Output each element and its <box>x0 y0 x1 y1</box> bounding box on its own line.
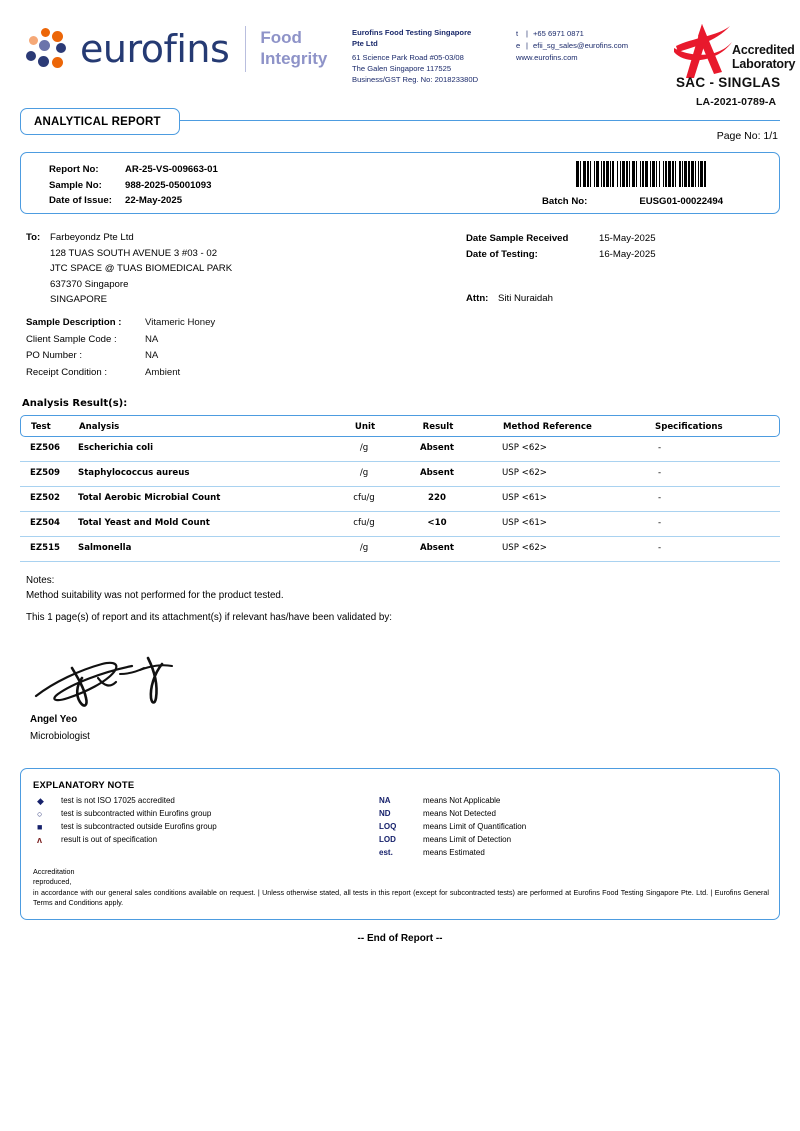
report-identifiers <box>49 162 218 209</box>
cell-unit: cfu/g <box>353 518 375 528</box>
circle-symbol-icon: ○ <box>37 809 43 820</box>
brand-subtitle-line2: Integrity <box>260 49 328 68</box>
sample-meta-label: Client Sample Code : <box>26 333 117 345</box>
company-website-row <box>516 52 628 64</box>
abbreviation-key: NA <box>379 796 391 806</box>
sample-meta-value: NA <box>145 333 159 345</box>
company-address-line2: The Galen Singapore 117525 <box>352 64 452 73</box>
date-testing-value: 16-May-2025 <box>599 248 656 260</box>
telephone-label: t <box>516 29 519 38</box>
cell-result: <10 <box>427 518 447 528</box>
fineprint-line1: Accreditation <box>33 867 75 876</box>
abbreviation-legend-item <box>379 847 526 860</box>
table-header-row <box>20 415 780 437</box>
company-address <box>352 52 532 85</box>
end-of-report-label: -- End of Report -- <box>357 933 443 944</box>
sample-meta-row <box>26 315 215 332</box>
abbreviation-text: means Limit of Quantification <box>423 822 527 832</box>
company-address-line3: Business/GST Reg. No: 201823380D <box>352 75 479 84</box>
company-name-line1: Eurofins Food Testing Singapore <box>352 28 472 37</box>
sample-meta-label: PO Number : <box>26 350 82 361</box>
company-name-line2: Pte Ltd <box>352 38 378 48</box>
date-testing-label: Date of Testing: <box>466 248 538 260</box>
results-section-title: Analysis Result(s): <box>22 398 128 409</box>
cell-specification: - <box>658 518 662 528</box>
attention-label: Attn: <box>466 293 489 304</box>
date-of-issue-value: 22-May-2025 <box>125 195 183 207</box>
notes-block <box>26 574 284 604</box>
sample-meta-value: Vitameric Honey <box>145 317 216 328</box>
symbol-legend-item <box>33 834 217 847</box>
date-received-row <box>466 231 656 247</box>
eurofins-logo <box>26 26 327 72</box>
accreditation-line2: Laboratory <box>732 56 796 71</box>
cell-test: EZ506 <box>30 443 61 453</box>
recipient-address-line2: JTC SPACE @ TUAS BIOMEDICAL PARK <box>50 263 233 275</box>
column-header-specifications: Specifications <box>655 422 723 432</box>
square-symbol-icon: ■ <box>37 822 43 833</box>
title-rule-divider <box>178 120 780 121</box>
brand-subtitle-line1: Food <box>260 28 302 48</box>
accreditation-mark <box>672 22 796 108</box>
cell-method: USP <62> <box>502 468 547 478</box>
handwritten-signature-icon <box>28 652 198 710</box>
symbol-legend-text: result is out of specification <box>61 835 158 845</box>
report-no-value: AR-25-VS-009663-01 <box>125 164 218 175</box>
accreditation-scheme: SAC - SINGLAS <box>676 75 781 90</box>
column-header-analysis: Analysis <box>79 422 120 432</box>
cell-unit: /g <box>359 443 369 453</box>
page-number: Page No: 1/1 <box>716 130 778 142</box>
email-label: e <box>516 40 521 50</box>
report-info-box <box>20 152 780 214</box>
accreditation-number: LA-2021-0789-A <box>696 96 777 108</box>
sample-metadata-list <box>26 315 215 381</box>
sample-meta-row <box>26 332 215 349</box>
table-row <box>20 537 780 562</box>
report-no-label: Report No: <box>49 164 99 175</box>
table-row <box>20 487 780 512</box>
sample-no-value: 988-2025-05001093 <box>125 179 212 191</box>
cell-analysis: Salmonella <box>78 543 132 553</box>
recipient-address <box>26 230 232 308</box>
abbreviation-legend-list <box>379 795 526 860</box>
cell-method: USP <61> <box>502 518 547 528</box>
email-value[interactable]: efii_sg_sales@eurofins.com <box>533 40 629 50</box>
attention-row <box>466 293 553 304</box>
cell-result: Absent <box>420 443 454 453</box>
abbreviation-text: means Not Detected <box>423 809 496 819</box>
cell-unit: /g <box>359 543 369 553</box>
recipient-name-row <box>26 230 232 246</box>
table-row <box>20 437 780 462</box>
barcode-image <box>526 161 758 187</box>
batch-no-value: EUSG01-00022494 <box>639 196 724 207</box>
symbol-legend-text: test is subcontracted within Eurofins group <box>61 809 212 819</box>
table-row <box>20 462 780 487</box>
company-address-line1: 61 Science Park Road #05-03/08 <box>352 53 464 62</box>
sample-no-row <box>49 178 218 194</box>
sac-singlas-star-icon <box>672 22 734 82</box>
brand-divider <box>245 26 246 72</box>
abbreviation-text: means Not Applicable <box>423 796 501 806</box>
cell-unit: /g <box>359 468 369 478</box>
spacer <box>26 246 50 262</box>
diamond-symbol-icon: ◆ <box>37 796 44 807</box>
notes-label: Notes: <box>26 575 55 586</box>
accreditation-line1: Accredited <box>732 43 795 57</box>
cell-test: EZ502 <box>30 493 61 503</box>
abbreviation-legend-item <box>379 821 526 834</box>
company-email-row <box>516 40 628 52</box>
recipient-address-line4: SINGAPORE <box>50 294 108 306</box>
recipient-address-row <box>26 292 232 308</box>
fineprint-line2: reproduced, <box>33 877 72 887</box>
abbreviation-legend-item <box>379 808 526 821</box>
abbreviation-key: ND <box>379 809 391 819</box>
sample-meta-value: Ambient <box>145 366 181 378</box>
abbreviation-key: est. <box>379 848 393 858</box>
abbreviation-text: means Estimated <box>423 848 485 858</box>
recipient-address-row <box>26 261 232 277</box>
cell-method: USP <61> <box>502 493 547 503</box>
explanatory-note-title: EXPLANATORY NOTE <box>33 779 135 790</box>
symbol-legend-item <box>33 808 217 821</box>
brand-subtitle <box>260 28 327 69</box>
signatory-name: Angel Yeo <box>30 714 78 725</box>
date-received-label: Date Sample Received <box>466 233 569 244</box>
sample-meta-row <box>26 365 215 382</box>
website-value[interactable]: www.eurofins.com <box>516 52 578 62</box>
column-header-test: Test <box>31 422 51 432</box>
cell-result: Absent <box>420 468 454 478</box>
company-name <box>352 28 502 50</box>
cell-specification: - <box>658 543 662 553</box>
date-of-issue-row <box>49 193 218 209</box>
separator-bar: | <box>526 29 528 38</box>
brand-wordmark: eurofins <box>80 27 230 71</box>
cell-method: USP <62> <box>502 543 547 553</box>
column-header-method: Method Reference <box>503 422 592 432</box>
date-received-value: 15-May-2025 <box>599 233 656 244</box>
cell-unit: cfu/g <box>353 493 375 503</box>
date-of-issue-label: Date of Issue: <box>49 195 112 207</box>
fineprint-block <box>33 867 769 909</box>
sample-meta-label: Sample Description : <box>26 317 122 328</box>
date-testing-row <box>466 247 656 263</box>
separator-bar: | <box>526 40 528 50</box>
cell-test: EZ509 <box>30 468 61 478</box>
abbreviation-text: means Limit of Detection <box>423 835 512 845</box>
eurofins-dots-icon <box>26 27 72 71</box>
recipient-address-row <box>26 246 232 262</box>
symbol-legend-item <box>33 795 217 808</box>
cell-method: USP <62> <box>502 443 547 453</box>
attention-value: Siti Nuraidah <box>498 293 553 304</box>
cell-test: EZ515 <box>30 543 61 553</box>
caret-symbol-icon: ʌ <box>37 835 43 846</box>
cell-specification: - <box>658 493 662 503</box>
cell-result: 220 <box>428 493 446 503</box>
company-contact-details <box>516 28 628 64</box>
sample-meta-label: Receipt Condition : <box>26 366 108 378</box>
validation-statement: This 1 page(s) of report and its attachment(s) if relevant has/have been validated by: <box>26 612 392 623</box>
accreditation-text <box>732 44 795 71</box>
cell-specification: - <box>658 443 662 453</box>
abbreviation-key: LOQ <box>379 822 397 832</box>
page-title: ANALYTICAL REPORT <box>34 115 161 128</box>
abbreviation-key: LOD <box>379 835 396 845</box>
to-label: To: <box>26 232 41 243</box>
report-no-row <box>49 162 218 178</box>
table-body <box>20 437 780 562</box>
fineprint-body: in accordance with our general sales conditions available on request. | Unless otherwise stated, all tests in this report (except for subcontracted tests) are performed at Eurofins Food Testing Singapore Pte. Ltd. | Eurofins General Terms and Conditions apply. <box>33 887 769 908</box>
cell-analysis: Total Yeast and Mold Count <box>78 518 210 528</box>
analysis-results-table <box>20 415 780 562</box>
page-header <box>0 0 800 108</box>
recipient-address-row <box>26 277 232 293</box>
batch-barcode-block <box>526 161 758 207</box>
symbol-legend-list <box>33 795 217 847</box>
report-title-tab <box>20 108 180 135</box>
column-header-result: Result <box>422 422 454 432</box>
spacer <box>26 261 50 277</box>
cell-analysis: Staphylococcus aureus <box>78 468 190 478</box>
signatory-role: Microbiologist <box>30 731 90 742</box>
cell-specification: - <box>658 468 662 478</box>
table-row <box>20 512 780 537</box>
spacer <box>26 277 50 293</box>
cell-analysis: Total Aerobic Microbial Count <box>78 493 221 503</box>
telephone-value: +65 6971 0871 <box>533 29 584 38</box>
sample-meta-row <box>26 348 215 365</box>
recipient-name: Farbeyondz Pte Ltd <box>50 232 134 243</box>
abbreviation-legend-item <box>379 795 526 808</box>
spacer <box>26 292 50 308</box>
sample-no-label: Sample No: <box>49 179 102 191</box>
symbol-legend-text: test is not ISO 17025 accredited <box>61 796 175 806</box>
testing-dates <box>466 231 656 262</box>
cell-test: EZ504 <box>30 518 61 528</box>
explanatory-note-box <box>20 768 780 920</box>
cell-analysis: Escherichia coli <box>78 443 154 453</box>
abbreviation-legend-item <box>379 834 526 847</box>
symbol-legend-text: test is subcontracted outside Eurofins group <box>61 822 217 832</box>
recipient-address-line3: 637370 Singapore <box>50 278 129 290</box>
column-header-unit: Unit <box>354 422 376 432</box>
batch-no-row <box>526 196 758 207</box>
recipient-address-line1: 128 TUAS SOUTH AVENUE 3 #03 - 02 <box>50 247 218 259</box>
symbol-legend-item <box>33 821 217 834</box>
notes-text: Method suitability was not performed for the product tested. <box>26 589 284 601</box>
company-telephone-row <box>516 28 628 40</box>
cell-result: Absent <box>420 543 454 553</box>
batch-no-label: Batch No: <box>542 196 588 207</box>
sample-meta-value: NA <box>145 350 159 361</box>
